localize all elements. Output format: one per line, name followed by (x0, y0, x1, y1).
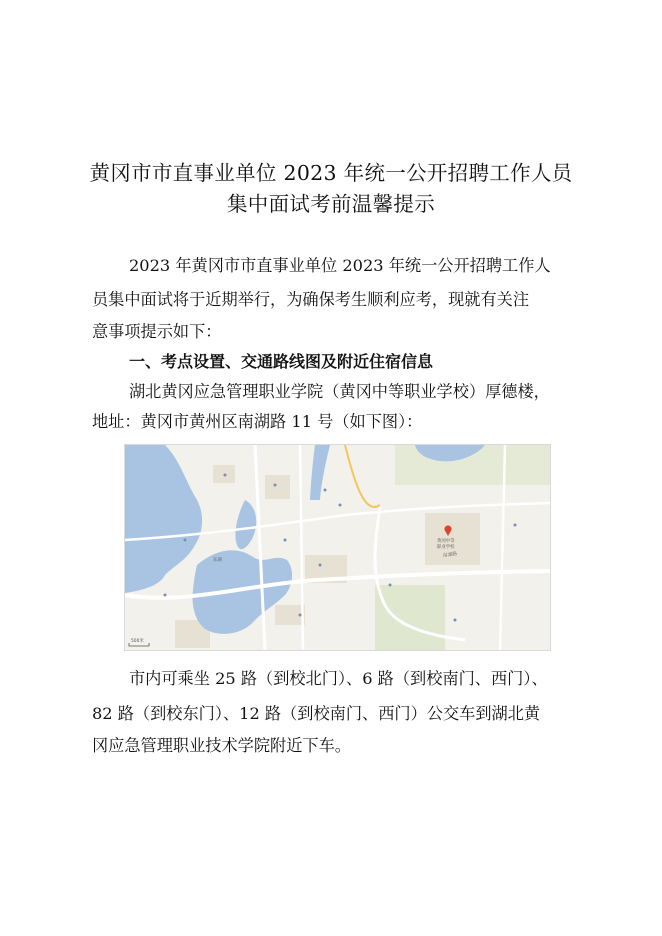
intro-line-1: 2023 年黄冈市市直事业单位 2023 年统一公开招聘工作人 (129, 256, 551, 275)
map-green-area (375, 585, 445, 650)
map-road-label: 南湖路 (442, 552, 458, 559)
map-target-label-2: 职业学校 (437, 545, 455, 550)
map-lake-label: 东湖 (213, 558, 222, 563)
bus-line-3: 冈应急管理职业技术学院附近下车。 (92, 736, 351, 755)
intro-line-2: 员集中面试将于近期举行，为确保考生顺利应考，现就有关注 (92, 290, 530, 309)
section-heading: 一、考点设置、交通路线图及附近住宿信息 (129, 352, 434, 371)
venue-line-2: 地址：黄冈市黄州区南湖路 11 号（如下图）： (92, 412, 423, 431)
map-block (265, 475, 290, 499)
location-map[interactable] (124, 444, 551, 651)
intro-line-3: 意事项提示如下： (92, 322, 222, 341)
bus-line-1: 市内可乘坐 25 路（到校北门）、6 路（到校南门、西门）、 (129, 669, 548, 688)
map-scale-label: 500米 (131, 639, 144, 644)
venue-line-1: 湖北黄冈应急管理职业学院（黄冈中等职业学校）厚德楼， (129, 382, 550, 401)
document-title-line1: 黄冈市市直事业单位 2023 年统一公开招聘工作人员 (89, 161, 573, 185)
document-title-line2: 集中面试考前温馨提示 (227, 192, 435, 216)
bus-line-2: 82 路（到校东门）、12 路（到校南门、西门）公交车到湖北黄 (92, 704, 541, 723)
map-target-label-1: 黄冈中等 (437, 539, 455, 544)
